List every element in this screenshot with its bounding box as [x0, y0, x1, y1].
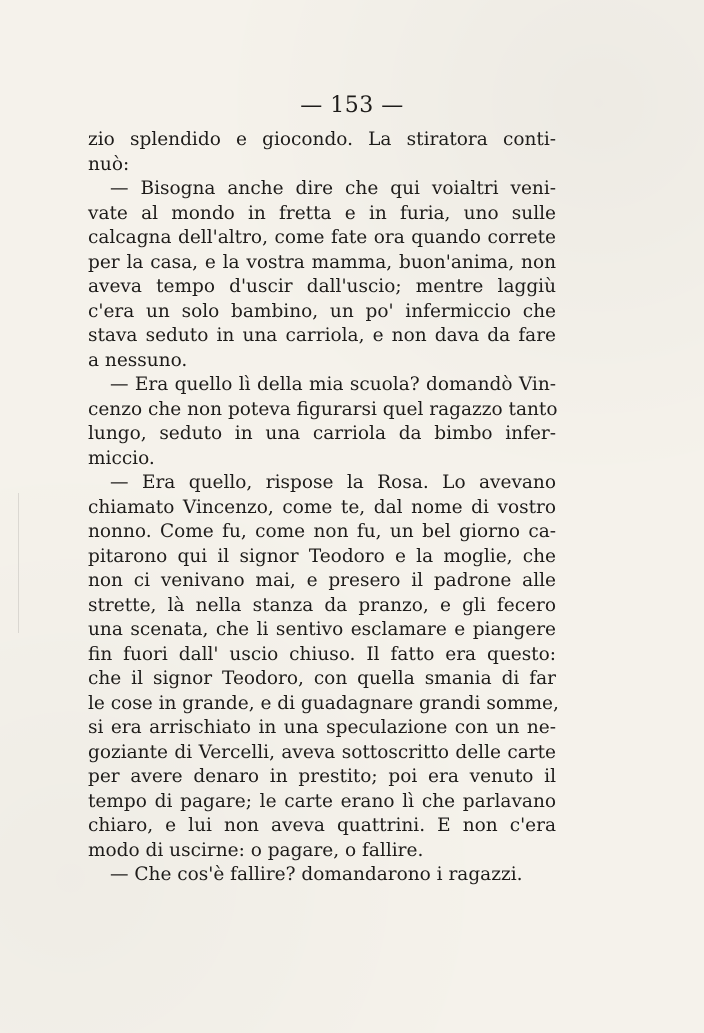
page-number: — 153 — [300, 93, 404, 118]
body-text [88, 128, 559, 888]
text-line: zio splendido e giocondo. La stiratora conti- [88, 129, 556, 150]
text-line: miccio. [88, 447, 155, 469]
text-line: — Era quello lì della mia scuola? domandò Vin- [110, 374, 556, 395]
text-line: nuò: [88, 153, 130, 175]
text-line: strette, là nella stanza da pranzo, e gli fecero [88, 594, 556, 616]
text-line: chiaro, e lui non aveva quattrini. E non c'era [88, 815, 556, 836]
text-line: goziante di Vercelli, aveva sottoscritto delle carte [88, 741, 556, 763]
text-line: tempo di pagare; le carte erano lì che parlavano [88, 790, 556, 812]
text-line: — Era quello, rispose la Rosa. Lo avevano [110, 472, 556, 493]
text-line: per la casa, e la vostra mamma, buon'anima, non [88, 251, 556, 273]
text-line: a nessuno. [88, 349, 188, 371]
text-line: una scenata, che li sentivo esclamare e piangere [88, 619, 556, 640]
text-line: cenzo che non poteva figurarsi quel ragazzo tanto [88, 398, 558, 420]
text-line: nonno. Come fu, come non fu, un bel giorno ca- [88, 521, 556, 542]
text-line: lungo, seduto in una carriola da bimbo infer- [88, 423, 556, 444]
text-line: pitarono qui il signor Teodoro e la moglie, che [88, 545, 556, 567]
text-line: modo di uscirne: o pagare, o fallire. [88, 839, 424, 861]
text-line: le cose in grande, e di guadagnare grandi somme, [88, 692, 559, 714]
text-line: si era arrischiato in una speculazione con un ne- [88, 717, 556, 738]
text-line: c'era un solo bambino, un po' infermiccio che [88, 300, 556, 322]
page-edge-shadow [0, 493, 19, 633]
text-line: che il signor Teodoro, con quella smania di far [88, 668, 556, 689]
text-line: fin fuori dall' uscio chiuso. Il fatto era questo: [88, 643, 556, 665]
text-line: vate al mondo in fretta e in furia, uno sulle [88, 202, 556, 224]
text-line: aveva tempo d'uscir dall'uscio; mentre laggiù [88, 276, 556, 297]
text-line: stava seduto in una carriola, e non dava da fare [88, 325, 556, 346]
text-line: — Che cos'è fallire? domandarono i ragazzi. [110, 864, 523, 885]
text-line: chiamato Vincenzo, come te, dal nome di vostro [88, 496, 556, 518]
text-line: per avere denaro in prestito; poi era venuto il [88, 766, 556, 787]
text-line: — Bisogna anche dire che qui voialtri veni- [110, 178, 556, 199]
text-line: calcagna dell'altro, come fate ora quando correte [88, 227, 556, 248]
text-line: non ci venivano mai, e presero il padrone alle [88, 570, 556, 591]
